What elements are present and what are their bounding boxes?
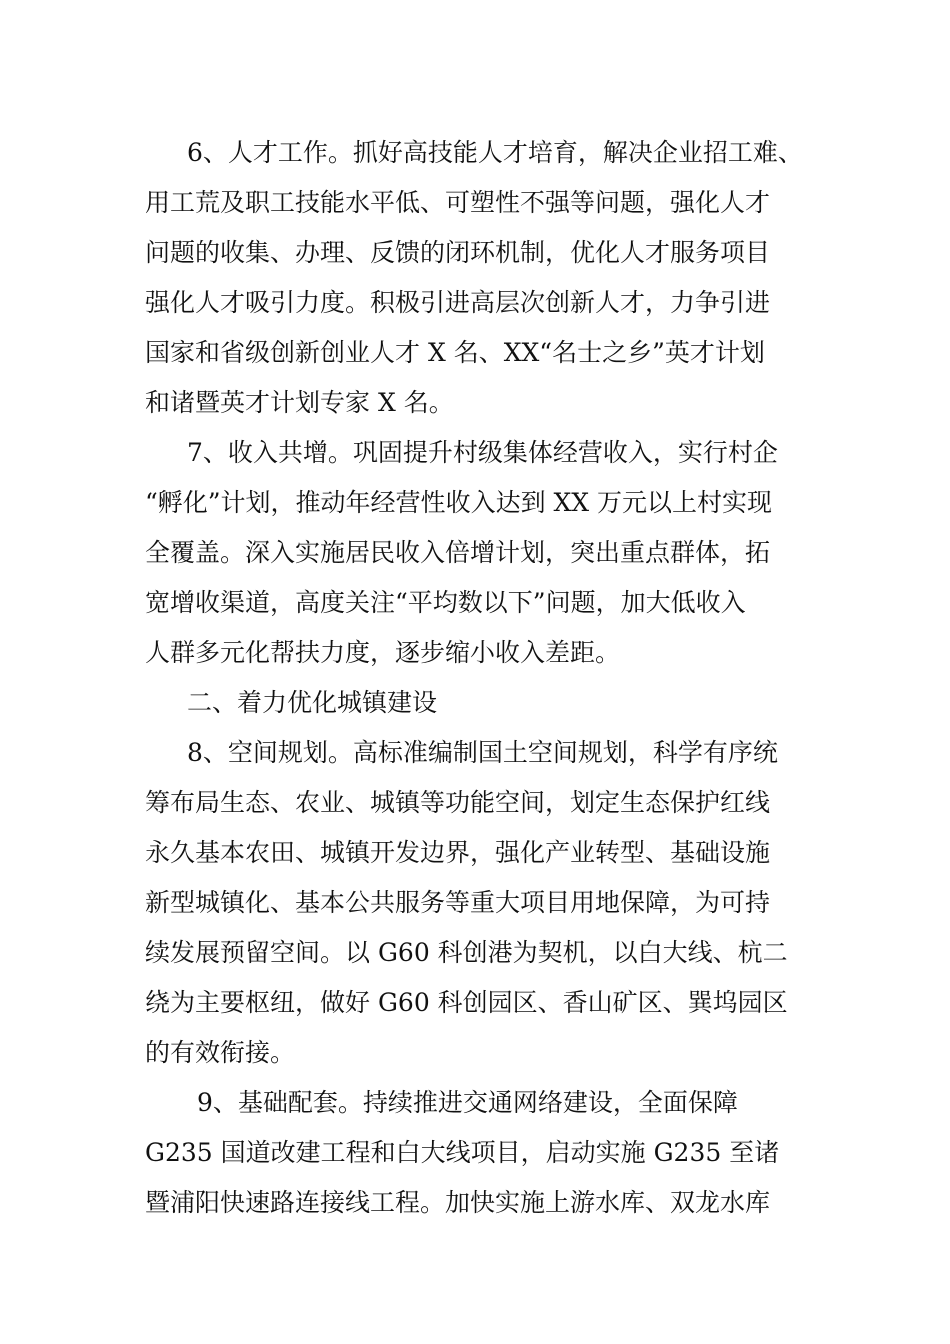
paragraph-6-line-2: 用工荒及职工技能水平低、可塑性不强等问题，强化人才 bbox=[145, 188, 771, 217]
paragraph-8-line-2: 筹布局生态、农业、城镇等功能空间，划定生态保护红线 bbox=[145, 788, 771, 817]
paragraph-7-line-4: 宽增收渠道，高度关注“平均数以下”问题，加大低收入 bbox=[145, 588, 746, 617]
paragraph-7-line-3: 全覆盖。深入实施居民收入倍增计划，突出重点群体，拓 bbox=[145, 538, 771, 567]
paragraph-8-line-4: 新型城镇化、基本公共服务等重大项目用地保障，为可持 bbox=[145, 888, 771, 917]
paragraph-9-line-3: 暨浦阳快速路连接线工程。加快实施上游水库、双龙水库 bbox=[145, 1188, 771, 1217]
paragraph-9-line-1: 9、基础配套。持续推进交通网络建设，全面保障 bbox=[197, 1088, 738, 1117]
paragraph-9-line-2: G235 国道改建工程和白大线项目，启动实施 G235 至诸 bbox=[145, 1138, 780, 1167]
paragraph-7-line-1: 7、收入共增。巩固提升村级集体经营收入，实行村企 bbox=[187, 438, 778, 467]
paragraph-8-line-1: 8、空间规划。高标准编制国土空间规划，科学有序统 bbox=[187, 738, 778, 767]
paragraph-8-line-7: 的有效衔接。 bbox=[145, 1038, 296, 1067]
paragraph-6-line-3: 问题的收集、办理、反馈的闭环机制，优化人才服务项目 bbox=[145, 238, 771, 267]
paragraph-8-line-3: 永久基本农田、城镇开发边界，强化产业转型、基础设施 bbox=[145, 838, 771, 867]
paragraph-8-line-6: 绕为主要枢纽，做好 G60 科创园区、香山矿区、巽坞园区 bbox=[145, 988, 788, 1017]
section-heading: 二、着力优化城镇建设 bbox=[187, 688, 438, 717]
paragraph-8-line-5: 续发展预留空间。以 G60 科创港为契机，以白大线、杭二 bbox=[145, 938, 788, 967]
document-body bbox=[145, 128, 835, 1228]
paragraph-6-line-1: 6、人才工作。抓好高技能人才培育，解决企业招工难、 bbox=[187, 138, 803, 167]
paragraph-7-line-2: “孵化”计划，推动年经营性收入达到 XX 万元以上村实现 bbox=[145, 488, 773, 517]
paragraph-7-line-5: 人群多元化帮扶力度，逐步缩小收入差距。 bbox=[145, 638, 621, 667]
paragraph-6-line-4: 强化人才吸引力度。积极引进高层次创新人才，力争引进 bbox=[145, 288, 771, 317]
paragraph-6-line-6: 和诸暨英才计划专家 X 名。 bbox=[145, 388, 454, 417]
paragraph-6-line-5: 国家和省级创新创业人才 X 名、XX“名士之乡”英才计划 bbox=[145, 338, 765, 367]
